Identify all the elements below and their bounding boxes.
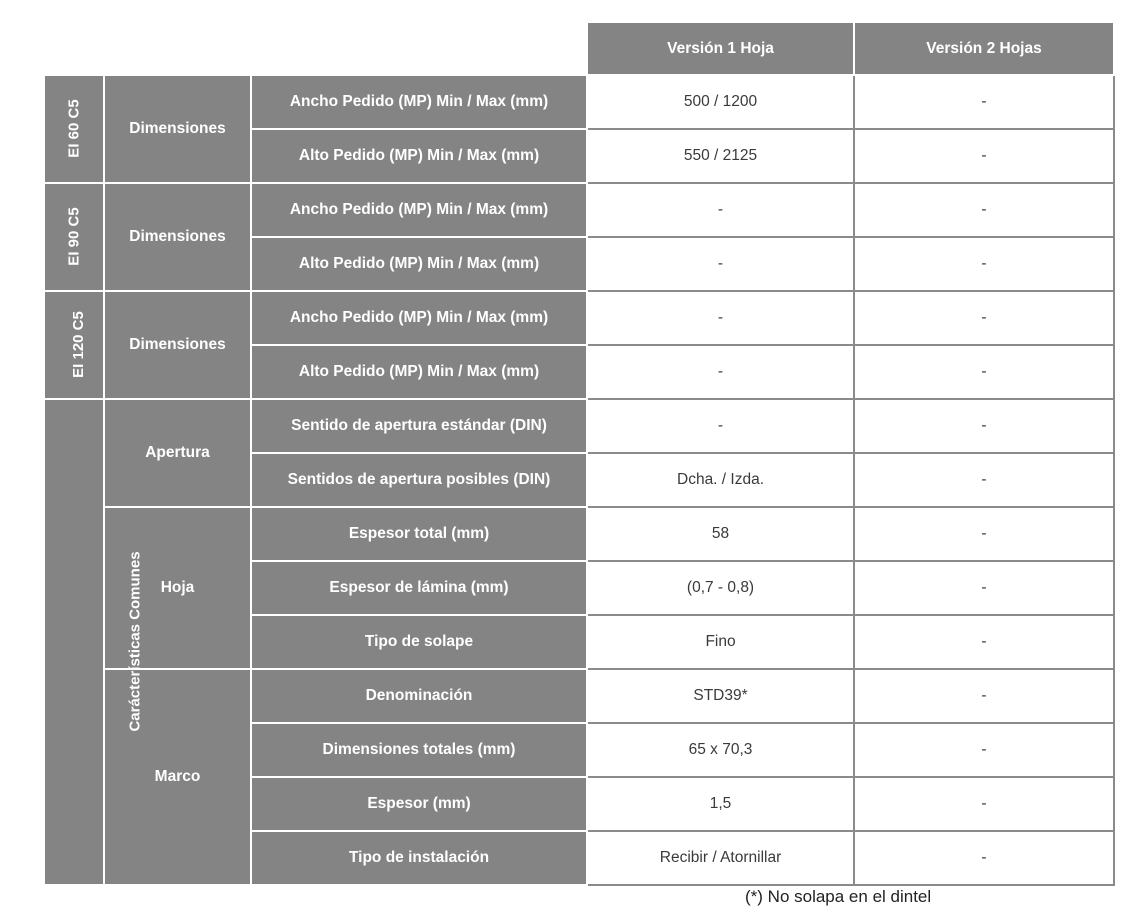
property-label: Ancho Pedido (MP) Min / Max (mm)	[251, 183, 587, 237]
table-row	[44, 291, 1114, 345]
value-version-2: -	[854, 291, 1114, 345]
section-label: Dimensiones	[104, 183, 251, 291]
property-label: Ancho Pedido (MP) Min / Max (mm)	[251, 75, 587, 129]
header-row	[44, 22, 1114, 75]
value-version-2: -	[854, 399, 1114, 453]
property-label: Denominación	[251, 669, 587, 723]
section-label: Dimensiones	[104, 75, 251, 183]
table-body	[44, 75, 1114, 885]
property-label: Espesor de lámina (mm)	[251, 561, 587, 615]
value-version-1: 65 x 70,3	[587, 723, 854, 777]
group-side-label-text: EI 120 C5	[69, 311, 87, 378]
value-version-1: -	[587, 399, 854, 453]
value-version-2: -	[854, 345, 1114, 399]
property-label: Sentido de apertura estándar (DIN)	[251, 399, 587, 453]
table-row	[44, 507, 1114, 561]
property-label: Espesor (mm)	[251, 777, 587, 831]
value-version-2: -	[854, 831, 1114, 885]
value-version-2: -	[854, 453, 1114, 507]
value-version-2: -	[854, 507, 1114, 561]
section-label: Dimensiones	[104, 291, 251, 399]
property-label: Tipo de solape	[251, 615, 587, 669]
value-version-2: -	[854, 615, 1114, 669]
property-label: Sentidos de apertura posibles (DIN)	[251, 453, 587, 507]
value-version-1: 58	[587, 507, 854, 561]
value-version-2: -	[854, 723, 1114, 777]
value-version-2: -	[854, 777, 1114, 831]
value-version-1: 500 / 1200	[587, 75, 854, 129]
value-version-1: -	[587, 345, 854, 399]
property-label: Dimensiones totales (mm)	[251, 723, 587, 777]
section-label: Apertura	[104, 399, 251, 507]
table-row	[44, 75, 1114, 129]
value-version-2: -	[854, 237, 1114, 291]
value-version-2: -	[854, 129, 1114, 183]
spec-table	[43, 21, 1115, 886]
table-row	[44, 183, 1114, 237]
property-label: Tipo de instalación	[251, 831, 587, 885]
value-version-1: Fino	[587, 615, 854, 669]
value-version-2: -	[854, 561, 1114, 615]
group-side-label-text: EI 90 C5	[65, 207, 83, 266]
value-version-2: -	[854, 75, 1114, 129]
value-version-2: -	[854, 669, 1114, 723]
section-label: Hoja	[104, 507, 251, 669]
header-version-1: Versión 1 Hoja	[587, 22, 854, 75]
table-row	[44, 399, 1114, 453]
property-label: Alto Pedido (MP) Min / Max (mm)	[251, 129, 587, 183]
group-side-label-text: EI 60 C5	[65, 99, 83, 158]
value-version-1: Recibir / Atornillar	[587, 831, 854, 885]
header-version-2: Versión 2 Hojas	[854, 22, 1114, 75]
property-label: Espesor total (mm)	[251, 507, 587, 561]
group-side-label	[44, 291, 104, 399]
footnote: (*) No solapa en el dintel	[745, 887, 932, 906]
value-version-1: (0,7 - 0,8)	[587, 561, 854, 615]
group-side-label	[44, 399, 144, 885]
property-label: Alto Pedido (MP) Min / Max (mm)	[251, 345, 587, 399]
header-blank	[44, 22, 587, 75]
property-label: Alto Pedido (MP) Min / Max (mm)	[251, 237, 587, 291]
value-version-1: 1,5	[587, 777, 854, 831]
value-version-1: -	[587, 237, 854, 291]
table-row	[44, 669, 1114, 723]
value-version-2: -	[854, 183, 1114, 237]
property-label: Ancho Pedido (MP) Min / Max (mm)	[251, 291, 587, 345]
value-version-1: STD39*	[587, 669, 854, 723]
group-side-label	[44, 183, 104, 291]
value-version-1: -	[587, 183, 854, 237]
group-side-label-text: Carácterísticas Comunes	[126, 551, 144, 732]
section-label: Marco	[104, 669, 251, 885]
value-version-1: 550 / 2125	[587, 129, 854, 183]
value-version-1: Dcha. / Izda.	[587, 453, 854, 507]
group-side-label	[44, 75, 104, 183]
value-version-1: -	[587, 291, 854, 345]
